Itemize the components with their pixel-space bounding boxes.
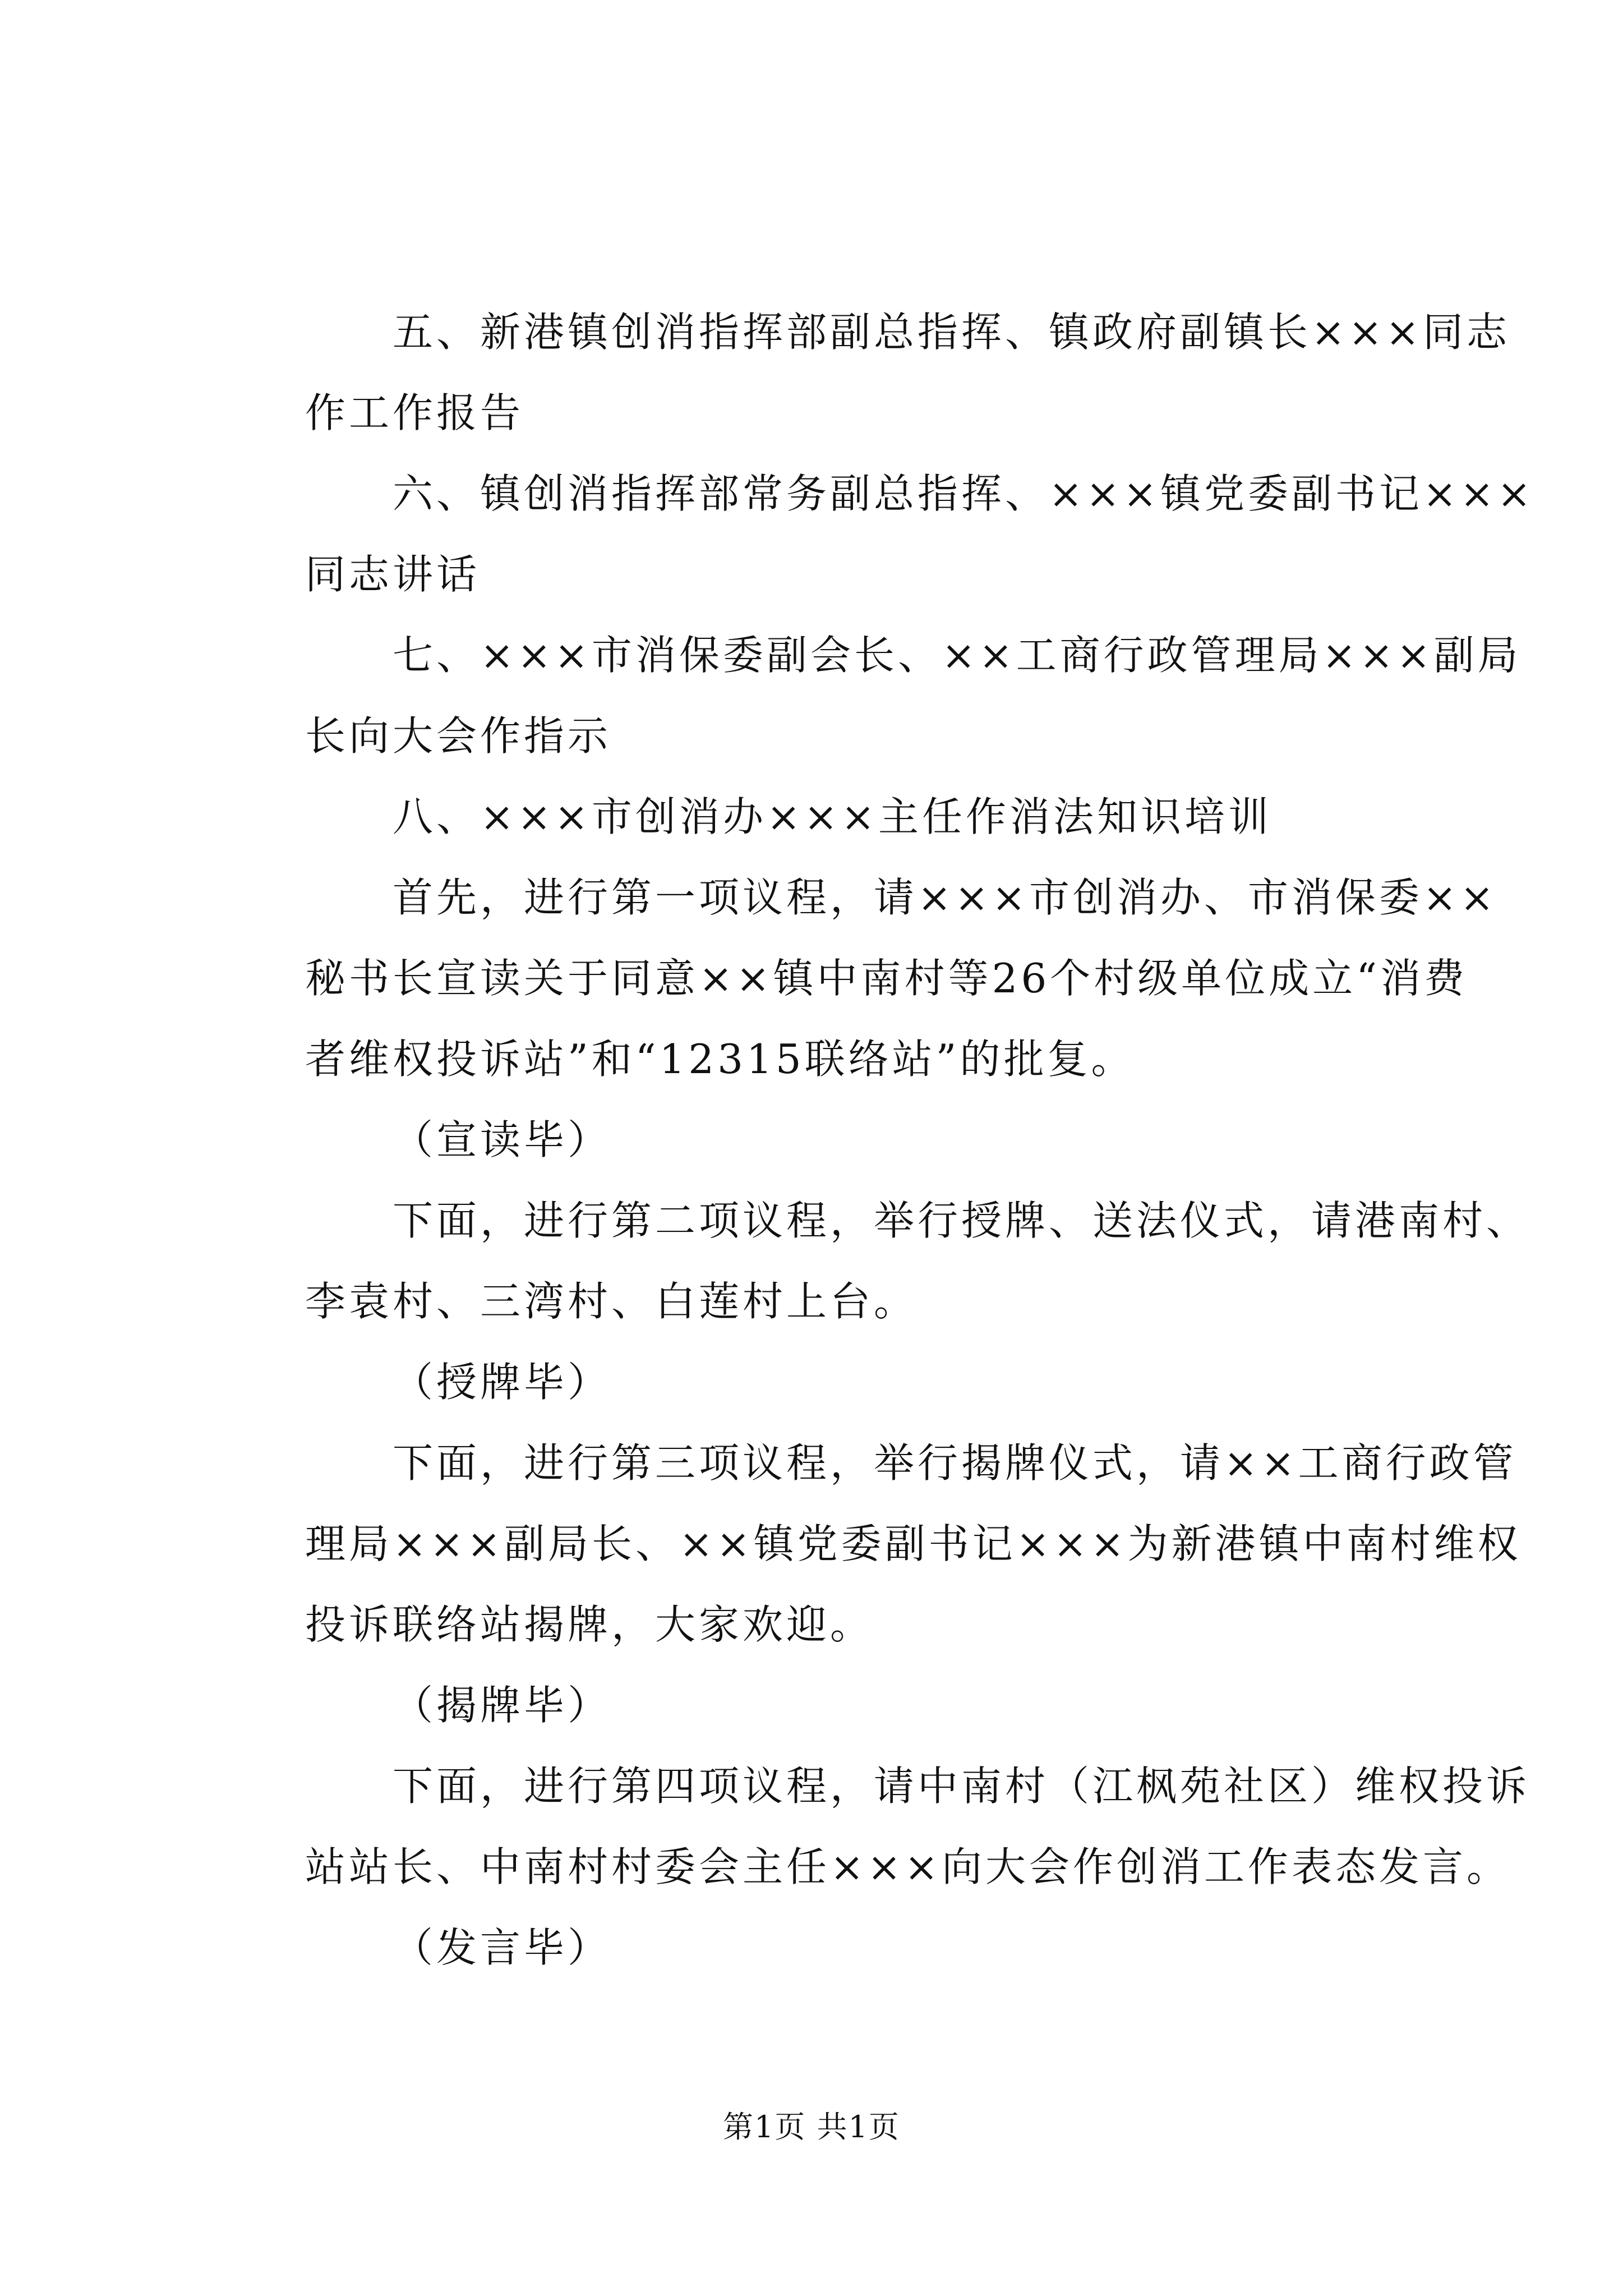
text-line: 者维权投诉站”和“12315联络站”的批复。 xyxy=(305,1036,1135,1083)
agenda-step-3 xyxy=(218,1423,1521,1665)
text-line: 下面，进行第三项议程，举行揭牌仪式，请××工商行政管 xyxy=(393,1439,1517,1487)
agenda-step-1 xyxy=(218,857,1497,1099)
text-line: 投诉联络站揭牌，大家欢迎。 xyxy=(305,1601,874,1648)
agenda-item-8 xyxy=(218,776,1429,857)
text-line: 六、镇创消指挥部常务副总指挥、×××镇党委副书记××× xyxy=(393,470,1534,517)
stage-note-unveil-done xyxy=(218,1665,1429,1746)
text-line: 长向大会作指示 xyxy=(305,712,612,760)
text-line: （发言毕） xyxy=(393,1924,612,1971)
document-body xyxy=(218,292,1534,1988)
text-line: （宣读毕） xyxy=(393,1116,612,1163)
text-line: 七、×××市消保委副会长、××工商行政管理局×××副局 xyxy=(393,632,1521,679)
text-line: 下面，进行第四项议程，请中南村（江枫苑社区）维权投诉 xyxy=(393,1763,1530,1810)
text-line: 作工作报告 xyxy=(305,389,524,436)
text-line: 理局×××副局长、××镇党委副书记×××为新港镇中南村维权 xyxy=(305,1520,1521,1567)
text-line: （授牌毕） xyxy=(393,1359,612,1406)
text-line: 首先，进行第一项议程，请×××市创消办、市消保委×× xyxy=(393,874,1497,921)
text-line: 李袁村、三湾村、白莲村上台。 xyxy=(305,1278,918,1325)
stage-note-reading-done xyxy=(218,1099,1429,1180)
agenda-item-5 xyxy=(218,292,1510,453)
agenda-item-7 xyxy=(218,615,1521,776)
text-line: 同志讲话 xyxy=(305,551,481,598)
text-line: 秘书长宣读关于同意××镇中南村等26个村级单位成立“消费 xyxy=(305,955,1468,1002)
stage-note-speech-done xyxy=(218,1907,1429,1988)
page-number-footer: 第1页 共1页 xyxy=(723,2109,900,2145)
text-line: 站站长、中南村村委会主任×××向大会作创消工作表态发言。 xyxy=(305,1843,1510,1890)
agenda-step-4 xyxy=(218,1746,1530,1907)
agenda-step-2 xyxy=(218,1180,1530,1342)
text-line: 八、×××市创消办×××主任作消法知识培训 xyxy=(393,793,1272,840)
text-line: （揭牌毕） xyxy=(393,1682,612,1729)
stage-note-award-done xyxy=(218,1342,1429,1423)
text-line: 下面，进行第二项议程，举行授牌、送法仪式，请港南村、 xyxy=(393,1197,1530,1244)
text-line: 五、新港镇创消指挥部副总指挥、镇政府副镇长×××同志 xyxy=(393,309,1510,356)
agenda-item-6 xyxy=(218,453,1534,615)
